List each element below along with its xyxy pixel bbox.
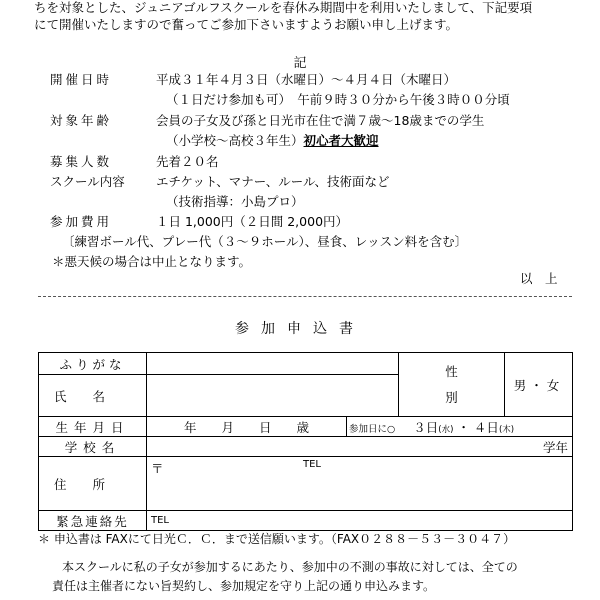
day3-dow: (水) <box>438 424 454 435</box>
day4-dow: (木) <box>498 424 515 435</box>
fax-note: ＊ 申込書は FAXにて日光Ｃ．Ｃ．まで送信願います。（FAX０２８８－５３－３０４７） <box>38 532 516 546</box>
grade-suffix: 学年 <box>542 439 568 455</box>
furigana-label: ふりがな <box>39 353 147 375</box>
target-note <box>166 131 379 149</box>
address-field[interactable] <box>147 457 573 511</box>
birth-label: 生年月日 <box>39 417 147 437</box>
sex-label-cell <box>399 353 505 417</box>
sex-label: 性別 <box>445 363 458 405</box>
emergency-field[interactable] <box>147 511 573 531</box>
fee-note: 〔練習ボール代、プレー代（３～９ホール）、昼食、レッスン料を含む〕 <box>62 234 468 249</box>
content-note: （技術指導：小島プロ） <box>166 194 304 209</box>
sex-value[interactable]: 男・女 <box>505 353 573 417</box>
weather-note: ＊悪天候の場合は中止となります。 <box>52 254 252 269</box>
target-note-text: （小学校～高校３年生） <box>166 133 304 148</box>
address-label: 住所 <box>39 457 147 511</box>
day3-label: ３日 <box>413 419 439 435</box>
ki-heading: 記 <box>293 56 307 71</box>
name-label: 氏名 <box>39 375 147 417</box>
emergency-tel: TEL <box>151 515 169 526</box>
school-field[interactable] <box>147 437 573 457</box>
intro-line-1: ちを対象とした、ジュニアゴルフスクールを春休み期間中を利用いたしまして、下記要項 <box>34 0 533 15</box>
cut-line <box>38 296 572 297</box>
form-title: 参加申込書 <box>235 321 365 337</box>
target-label: 対象年齢 <box>50 113 113 128</box>
school-label: 学校名 <box>39 437 147 457</box>
intro-line-2: にて開催いたしますので奮ってご参加下さいますようお願い申し上げます。 <box>34 17 459 32</box>
name-field[interactable] <box>147 375 399 417</box>
tel-mark: TEL <box>303 459 321 470</box>
capacity-value: 先着２０名 <box>156 154 219 169</box>
fee-label: 参加費用 <box>50 214 113 229</box>
target-value: 会員の子女及び孫と日光市在住で満７歳～18歳までの学生 <box>156 113 485 128</box>
participation-cell[interactable]: 参加日に○ ３日(水) ・ ４日(木) <box>347 417 573 437</box>
birth-field[interactable]: 年 月 日 歳 <box>147 417 347 437</box>
end-mark: 以 上 <box>520 271 558 286</box>
date-note: （１日だけ参加も可） 午前９時３０分から午後３時００分頃 <box>166 92 510 107</box>
agreement-line-2: 責任は主催者にない旨契約し、参加規定を守り上記の通り申込みます。 <box>52 579 436 593</box>
furigana-field[interactable] <box>147 353 399 375</box>
capacity-label: 募集人数 <box>50 154 113 169</box>
postal-mark: 〒 <box>151 461 164 476</box>
content-label: スクール内容 <box>50 174 125 189</box>
emergency-label: 緊急連絡先 <box>39 511 147 531</box>
day4-label: ４日 <box>473 419 499 435</box>
date-value: 平成３１年４月３日（水曜日）～４月４日（木曜日） <box>156 72 457 87</box>
application-form <box>38 352 573 531</box>
content-value: エチケット、マナー、ルール、技術面など <box>156 174 390 189</box>
fee-value: １日 1,000円（２日間 2,000円） <box>156 214 349 229</box>
participation-label: 参加日に○ <box>349 423 396 435</box>
agreement-line-1: 本スクールに私の子女が参加するにあたり、参加中の不測の事故に対しては、全ての <box>62 560 518 574</box>
beginner-welcome: 初心者大歓迎 <box>303 133 379 148</box>
date-label: 開催日時 <box>50 72 113 87</box>
